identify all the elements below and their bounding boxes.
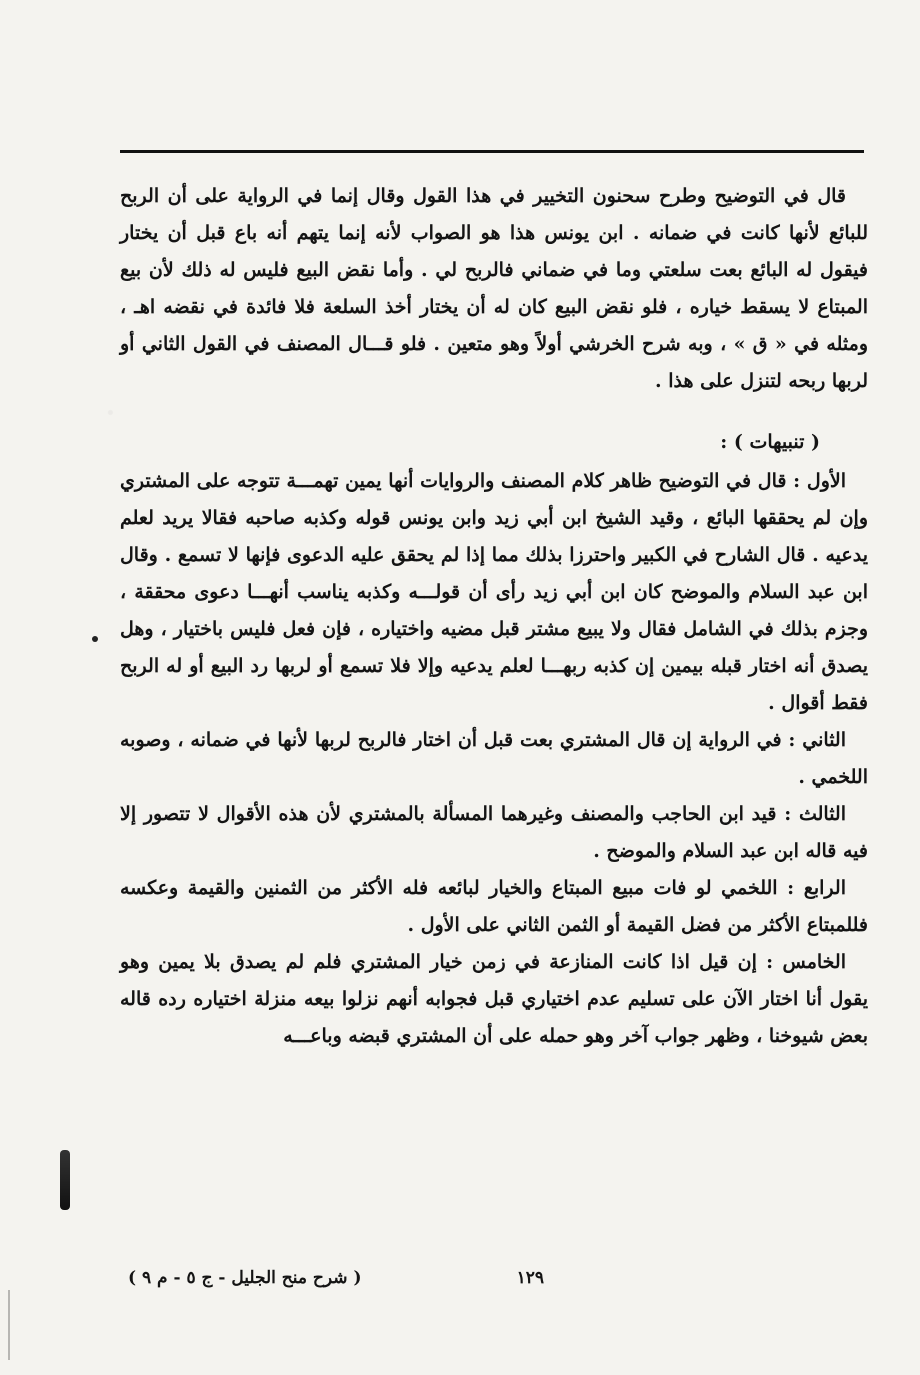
paragraph-third: الثالث : قيد ابن الحاجب والمصنف وغيرهما المسألة بالمشتري لأن هذه الأقوال لا تتصور إلا فيه قاله ابن عبد السلام والموضح . [120,803,868,862]
paragraph-second: الثاني : في الرواية إن قال المشتري بعت قبل أن اختار فالربح لربها لأنها في ضمانه ، وصوبه اللخمي . [120,729,868,788]
paragraph-fourth: الرابع : اللخمي لو فات مبيع المبتاع والخيار لبائعه فله الأكثر من الثمنين والقيمة وعكسه فللمبتاع الأكثر من فضل القيمة أو الثمن الثاني على الأول . [120,877,868,936]
page-footer [128,1268,864,1298]
paragraph-first: الأول : قال في التوضيح ظاهر كلام المصنف والروايات أنها يمين تهمـــة تتوجه على المشتري وإن لم يحققها البائع ، وقيد الشيخ ابن أبي زيد وابن يونس قوله وكذبه صاحبه فقالا يريد لعلم يدعيه . قال الشارح في الكبير واحترزا بذلك مما إذا لم يحقق عليه الدعوى فإنها لا تسمع . وقال ابن عبد السلام والموضح كان ابن أبي زيد رأى أن قولـــه وكذبه يناسب أنهـــا دعوى محققة ، وجزم بذلك في الشامل فقال ولا يبيع مشتر قبل مضيه واختياره ، فإن فعل فليس باختيار ، وهل يصدق أنه اختار قبله بيمين إن كذبه ربهـــا لعلم يدعيه وإلا فلا تسمع أو لربها رد البيع أو له الربح فقط أقوال . [120,470,868,714]
page-number: ١٢٩ [516,1268,544,1288]
margin-ink-mark [60,1150,70,1210]
main-text [120,178,868,1055]
book-reference: ( شرح منح الجليل - ج ٥ - م ٩ ) [128,1268,362,1288]
margin-dot [92,636,98,642]
top-rule [120,150,864,153]
section-heading: ( تنبيهات ) : [720,431,820,453]
paragraph-1: قال في التوضيح وطرح سحنون التخيير في هذا القول وقال إنما في الرواية على أن الربح للبائع لأنها كانت في ضمانه . ابن يونس هذا هو الصواب لأنه إنما يتهم أنه باع قبل أن يختار فيقول له البائع بعت سلعتي وما في ضماني فالربح لي . وأما نقض البيع فليس له ذلك لأن بيع المبتاع لا يسقط خياره ، فلو نقض البيع كان له أن يختار أخذ السلعة فلا فائدة في نقضه اهـ ، ومثله في « ق » ، وبه شرح الخرشي أولاً وهو متعين . فلو قـــال المصنف في القول الثاني أو لربها ربحه لتنزل على هذا . [120,185,868,392]
paragraph-fifth: الخامس : إن قيل اذا كانت المنازعة في زمن خيار المشتري فلم لم يصدق بلا يمين وهو يقول أنا اختار الآن على تسليم عدم اختياري قبل فجوابه أنهم نزلوا بيعه منزلة اختياره رده قاله بعض شيوخنا ، وظهر جواب آخر وهو حمله على أن المشتري قبضه وباعـــه [120,951,868,1047]
scan-artifact [8,1290,10,1360]
